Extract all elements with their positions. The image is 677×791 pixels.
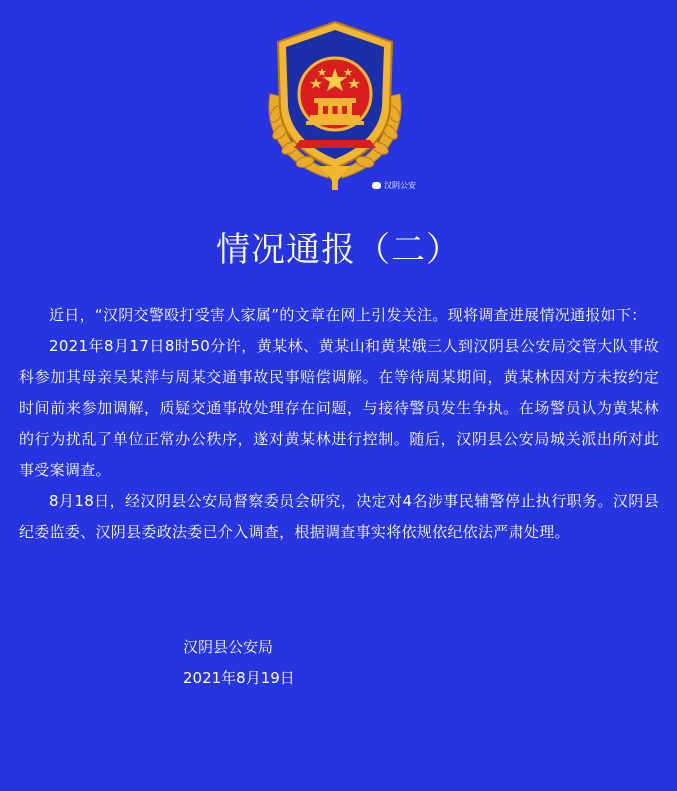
police-emblem-icon [250,16,420,192]
police-emblem [250,16,420,192]
signature-block [183,632,295,694]
signature-date: 2021年8月19日 [183,669,295,687]
wechat-icon [372,182,381,189]
notice-body [19,300,659,548]
watermark [372,180,416,191]
paragraph: 8月18日，经汉阴县公安局督察委员会研究，决定对4名涉事民辅警停止执行职务。汉阴县纪委监委、汉阴县委政法委已介入调查，根据调查事实将依规依纪依法严肃处理。 [19,492,659,541]
signature-org: 汉阴县公安局 [183,638,274,656]
watermark-label: 汉阴公安 [384,181,416,190]
paragraph: 近日，“汉阴交警殴打受害人家属”的文章在网上引发关注。现将调查进展情况通报如下： [49,306,647,324]
page-title: 情况通报（二） [216,230,461,270]
paragraph: 2021年8月17日8时50分许，黄某林、黄某山和黄某娥三人到汉阴县公安局交管大队事故科参加其母亲吴某萍与周某交通事故民事赔偿调解。在等待周某期间，黄某林因对方未按约定时间前来参加调解，质疑交通事故处理存在问题，与接待警员发生争执。在场警员认为黄某林的行为扰乱了单位正常办公秩序，遂对黄某林进行控制。随后，汉阴县公安局城关派出所对此事受案调查。 [19,337,659,479]
